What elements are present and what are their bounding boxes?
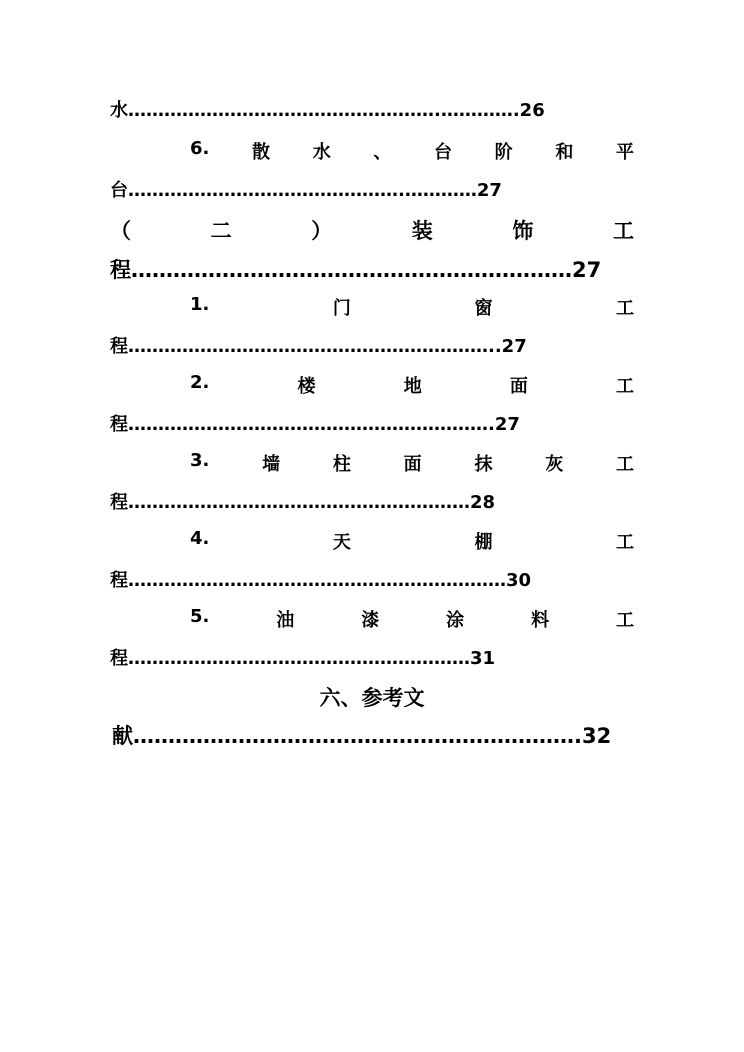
toc-text: 程………………………………………………………30 — [110, 570, 532, 591]
toc-char: 工 — [615, 610, 634, 631]
toc-char: 棚 — [474, 532, 493, 553]
toc-text: 程………………………………………………………27 — [110, 258, 602, 282]
toc-entry-heading[interactable] — [110, 215, 634, 245]
toc-char: 柱 — [332, 454, 351, 475]
toc-entry-line[interactable] — [110, 176, 634, 202]
toc-char: 门 — [332, 298, 351, 319]
toc-char: 平 — [615, 142, 634, 163]
toc-entry-heading[interactable] — [190, 450, 634, 476]
toc-entry-line[interactable] — [110, 254, 634, 284]
toc-text: 程…………………………………………………….27 — [110, 414, 520, 435]
toc-char: 工 — [615, 454, 634, 475]
toc-char: 天 — [332, 532, 351, 553]
toc-entry-line[interactable] — [110, 488, 634, 514]
toc-char: 楼 — [297, 376, 316, 397]
toc-char: 涂 — [446, 610, 465, 631]
toc-char: 灰 — [545, 454, 564, 475]
toc-text: 程…………………………………………………31 — [110, 648, 496, 669]
toc-entry-heading[interactable] — [190, 294, 634, 320]
toc-char: 水 — [312, 142, 331, 163]
toc-entry-heading[interactable] — [190, 372, 634, 398]
toc-char: 装 — [411, 219, 433, 243]
toc-entry-line[interactable] — [110, 332, 634, 358]
toc-text: 献……………………………………………………….32 — [112, 724, 612, 748]
toc-char: 窗 — [474, 298, 493, 319]
toc-char: 和 — [555, 142, 574, 163]
toc-entry-line[interactable] — [110, 566, 634, 592]
toc-char: 1. — [190, 294, 210, 315]
toc-entry-heading[interactable] — [190, 606, 634, 632]
toc-char: 散 — [252, 142, 271, 163]
toc-char: 地 — [403, 376, 422, 397]
toc-entry-heading[interactable] — [190, 528, 634, 554]
toc-char: 5. — [190, 606, 210, 627]
toc-entry-line[interactable] — [110, 96, 634, 122]
toc-char: 2. — [190, 372, 210, 393]
toc-char: 工 — [615, 532, 634, 553]
toc-char: 抹 — [474, 454, 493, 475]
toc-char: 4. — [190, 528, 210, 549]
toc-char: ） — [311, 219, 333, 243]
toc-char: 墙 — [262, 454, 281, 475]
toc-char: 面 — [403, 454, 422, 475]
toc-char: 漆 — [361, 610, 380, 631]
toc-entry-line[interactable] — [112, 720, 636, 750]
toc-text: 程……………………………………………………..27 — [110, 336, 527, 357]
toc-entry-heading[interactable] — [110, 682, 634, 712]
toc-char: 工 — [615, 298, 634, 319]
toc-char: 、 — [373, 142, 392, 163]
toc-char: 二 — [210, 219, 232, 243]
toc-entry-line[interactable] — [110, 644, 634, 670]
toc-char: 油 — [276, 610, 295, 631]
toc-char: 工 — [612, 219, 634, 243]
toc-char: 台 — [434, 142, 452, 163]
toc-char: 3. — [190, 450, 210, 471]
toc-char: （ — [110, 219, 131, 243]
toc-char: 工 — [616, 376, 634, 397]
toc-char: 面 — [509, 376, 528, 397]
toc-text: 台……………………………………….…………27 — [110, 180, 502, 201]
toc-char: 料 — [531, 610, 550, 631]
toc-char: 饰 — [512, 219, 534, 243]
toc-entry-heading[interactable] — [190, 138, 634, 164]
toc-text: 程…………………………………………………28 — [110, 492, 496, 513]
toc-entry-line[interactable] — [110, 410, 634, 436]
toc-text: 六、参考文 — [319, 686, 425, 710]
toc-char: 6. — [190, 138, 210, 159]
toc-char: 阶 — [494, 142, 513, 163]
toc-text: 水…………………………………………….………….26 — [110, 100, 545, 121]
